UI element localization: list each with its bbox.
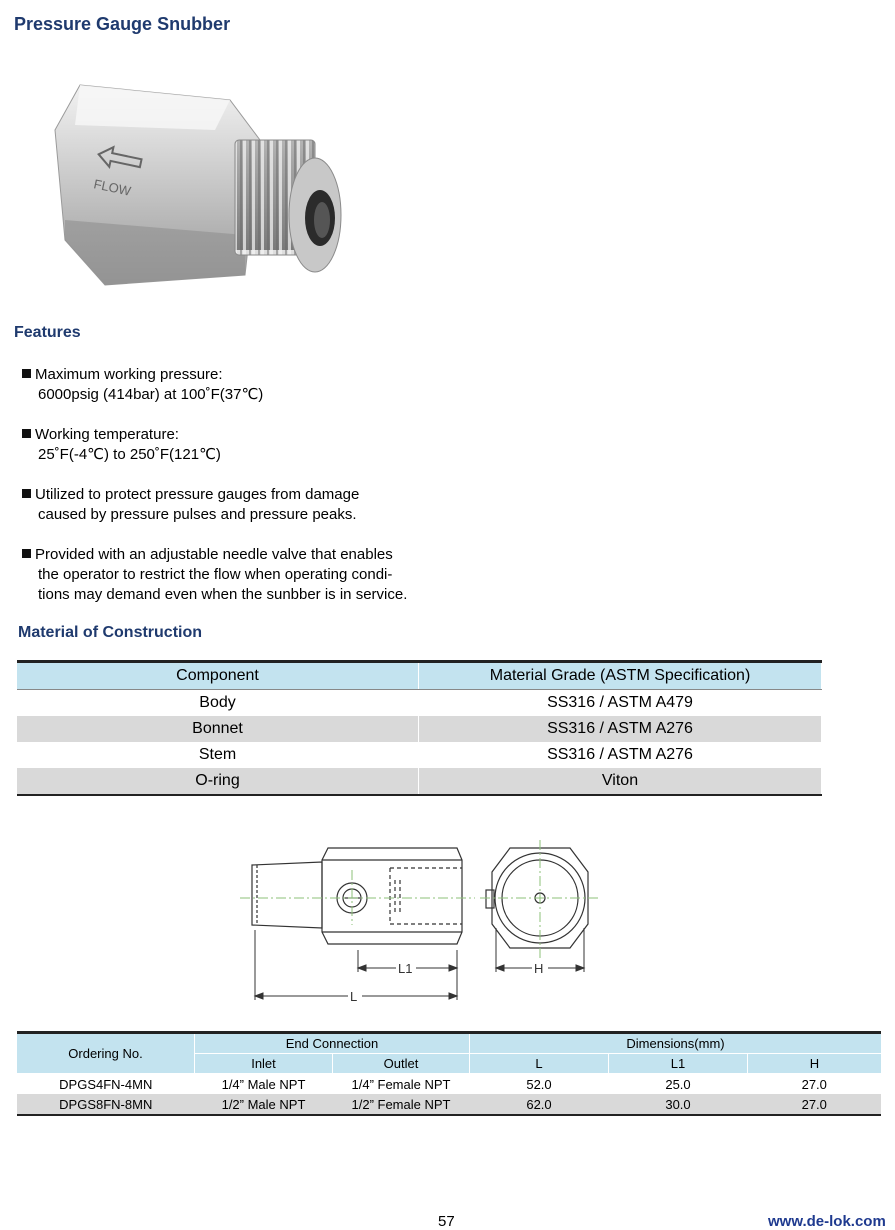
feature-item: Working temperature: 25˚F(-4℃) to 250˚F(121℃) bbox=[22, 425, 492, 465]
bullet-square-icon bbox=[22, 489, 31, 498]
bullet-square-icon bbox=[22, 549, 31, 558]
male-thread-outline bbox=[252, 862, 322, 928]
header-cell: L1 bbox=[609, 1054, 748, 1074]
page-title: Pressure Gauge Snubber bbox=[14, 14, 231, 34]
table-header-row bbox=[17, 1033, 881, 1054]
header-cell: Dimensions(mm) bbox=[470, 1033, 882, 1054]
features-heading: Features bbox=[14, 324, 81, 341]
table-row: Bonnet SS316 / ASTM A276 bbox=[17, 716, 822, 742]
table-row: O-ring Viton bbox=[17, 768, 822, 795]
dim-label-l: L bbox=[350, 989, 358, 1004]
bullet-square-icon bbox=[22, 429, 31, 438]
header-cell: Material Grade (ASTM Specification) bbox=[419, 662, 822, 690]
table-row: Stem SS316 / ASTM A276 bbox=[17, 742, 822, 768]
flow-engraving: FLOW bbox=[92, 176, 133, 199]
features-list bbox=[22, 365, 492, 625]
header-cell: L bbox=[470, 1054, 609, 1074]
material-heading: Material of Construction bbox=[18, 624, 203, 641]
website-link[interactable]: www.de-lok.com bbox=[768, 1213, 886, 1230]
dim-label-h: H bbox=[534, 961, 544, 976]
table-row: DPGS8FN-8MN 1/2” Male NPT 1/2” Female NPT 62.0 30.0 27.0 bbox=[17, 1094, 881, 1115]
table-row: Body SS316 / ASTM A479 bbox=[17, 690, 822, 717]
feature-item: Maximum working pressure: 6000psig (414bar) at 100˚F(37℃) bbox=[22, 365, 492, 405]
product-photo bbox=[45, 70, 350, 290]
table-header-row bbox=[17, 662, 822, 690]
dim-label-l1: L1 bbox=[398, 961, 413, 976]
header-cell: Outlet bbox=[333, 1054, 470, 1074]
header-cell: H bbox=[748, 1054, 882, 1074]
header-cell: Ordering No. bbox=[17, 1033, 195, 1074]
header-cell: End Connection bbox=[195, 1033, 470, 1054]
feature-item: Provided with an adjustable needle valve that enables the operator to restrict the flow when operating condi- tions may demand even when the sunbber is in service. bbox=[22, 545, 492, 605]
header-cell: Inlet bbox=[195, 1054, 333, 1074]
ordering-table bbox=[17, 1031, 881, 1116]
table-row: DPGS4FN-4MN 1/4” Male NPT 1/4” Female NPT 52.0 25.0 27.0 bbox=[17, 1074, 881, 1095]
feature-item: Utilized to protect pressure gauges from damage caused by pressure pulses and pressure peaks. bbox=[22, 485, 492, 525]
header-cell: Component bbox=[17, 662, 419, 690]
material-table bbox=[17, 660, 822, 796]
technical-drawing bbox=[240, 840, 600, 1010]
page-number: 57 bbox=[438, 1213, 455, 1230]
bullet-square-icon bbox=[22, 369, 31, 378]
